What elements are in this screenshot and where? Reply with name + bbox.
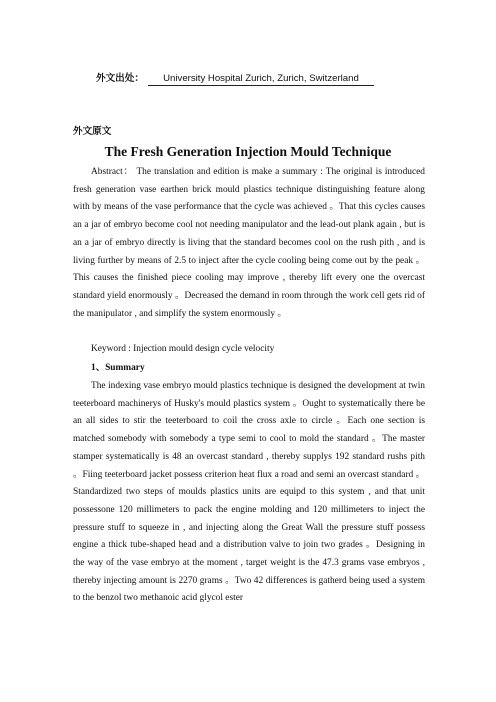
summary-heading: 1、Summary xyxy=(91,363,145,373)
source-value: University Hospital Zurich, Zurich, Switzerland xyxy=(148,73,374,86)
section-label: 外文原文 xyxy=(73,126,112,137)
source-line xyxy=(96,70,374,86)
summary-paragraph: The indexing vase embryo mould plastics technique is designed the development at twin teeterboard machinerys of Husky's mould plastics system 。Ought to systematically there be an all sides to stir the teeterboard to coil the cross axle to circle 。Each one section is matched somebody with somebody a type semi to cool to mold the standard 。The master stamper systematically is 48 an overcast standard , thereby supplys 192 standard rushs pith 。Fiing teeterboard jacket possess criterion heat flux a road and semi an overcast standard 。Standardized two steps of moulds plastics units are equipd to this system , and that unit possessone 120 millimeters to pack the engine molding and 120 millimeters to inject the pressure stuff to squeeze in , and injecting along the Great Wall the pressure stuff possess engine a thick tube-shaped head and a distribution valve to join two grades 。Designing in the way of the vase embryo at the moment , target weight is the 47.3 grams vase embryos , thereby injecting amount is 2270 grams 。Two 42 differences is gatherd being used a system to the benzol two methanoic acid glycol ester xyxy=(73,381,425,604)
document-title: The Fresh Generation Injection Mould Technique xyxy=(104,144,392,159)
keyword-line: Keyword : Injection mould design cycle velocity xyxy=(91,344,275,354)
abstract-paragraph: Abstract： The translation and edition is make a summary : The original is introduced fresh generation vase earthen brick mould plastics technique distinguishing feature along with by means of the vase performance that the cycle was achieved 。That this cycles causes an a jar of embryo become cool not needing manipulator and the lead-out plank again , but is an a jar of embryo directly is living that the standard becomes cool on the rush pith , and is living further by means of 2.5 to inject after the cycle cooling being come out by the peak 。This causes the finished piece cooling may improve , thereby lift every one the overcast standard yield enormously 。Decreased the demand in room through the work cell gets rid of the manipulator , and simplify the system enormously 。 xyxy=(73,167,425,319)
source-label: 外文出处： xyxy=(96,73,144,84)
